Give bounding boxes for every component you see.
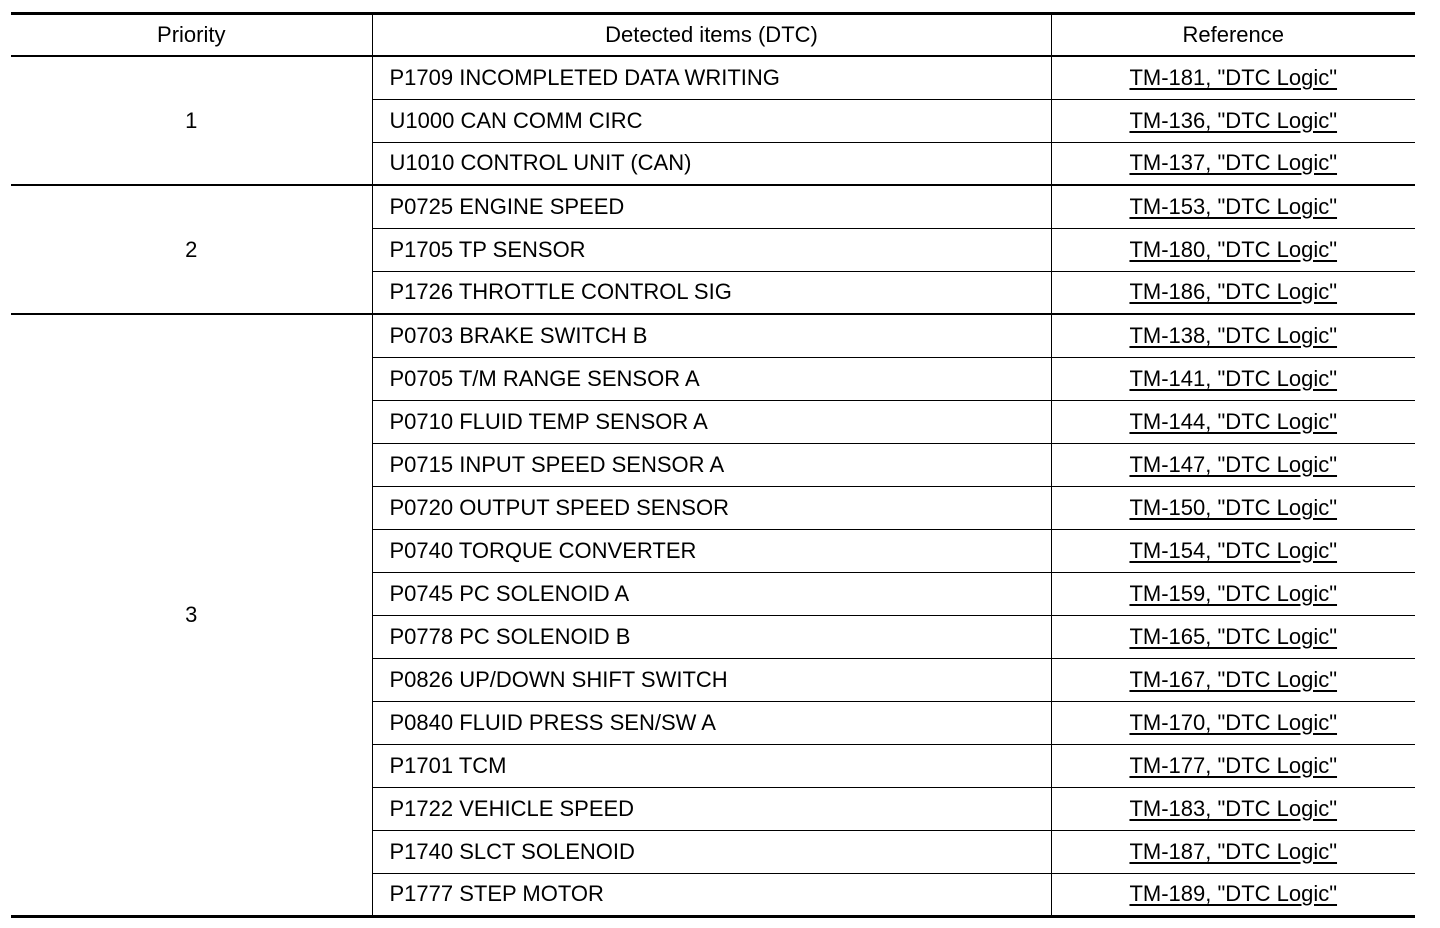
reference-cell [1051,486,1415,529]
dtc-priority-table [11,12,1415,918]
reference-link[interactable]: TM-150, "DTC Logic" [1129,494,1338,520]
dtc-item-cell: P1701 TCM [372,744,1051,787]
reference-cell [1051,142,1415,185]
table-header-row [11,14,1415,57]
reference-link[interactable]: TM-167, "DTC Logic" [1129,666,1338,692]
table-row [11,185,1415,228]
reference-cell [1051,529,1415,572]
priority-header: Priority [11,14,372,57]
dtc-item-cell: P0705 T/M RANGE SENSOR A [372,357,1051,400]
dtc-item-cell: P0778 PC SOLENOID B [372,615,1051,658]
reference-link[interactable]: TM-159, "DTC Logic" [1129,580,1338,606]
dtc-item-cell: P0740 TORQUE CONVERTER [372,529,1051,572]
reference-link[interactable]: TM-189, "DTC Logic" [1129,881,1338,906]
dtc-item-cell: P0720 OUTPUT SPEED SENSOR [372,486,1051,529]
dtc-item-cell: P0826 UP/DOWN SHIFT SWITCH [372,658,1051,701]
dtc-item-cell: P0725 ENGINE SPEED [372,185,1051,228]
reference-link[interactable]: TM-137, "DTC Logic" [1129,150,1338,176]
reference-cell [1051,400,1415,443]
dtc-item-cell: P0745 PC SOLENOID A [372,572,1051,615]
priority-cell: 3 [11,314,372,916]
reference-link[interactable]: TM-183, "DTC Logic" [1129,795,1338,821]
reference-cell [1051,314,1415,357]
reference-cell [1051,185,1415,228]
table-row [11,314,1415,357]
dtc-item-cell: P0710 FLUID TEMP SENSOR A [372,400,1051,443]
reference-link[interactable]: TM-181, "DTC Logic" [1129,64,1338,90]
reference-cell [1051,56,1415,99]
dtc-item-cell: U1010 CONTROL UNIT (CAN) [372,142,1051,185]
reference-cell [1051,873,1415,916]
dtc-item-cell: U1000 CAN COMM CIRC [372,99,1051,142]
reference-cell [1051,99,1415,142]
reference-cell [1051,744,1415,787]
reference-link[interactable]: TM-144, "DTC Logic" [1129,408,1338,434]
dtc-item-cell: P0703 BRAKE SWITCH B [372,314,1051,357]
reference-cell [1051,701,1415,744]
dtc-item-cell: P1709 INCOMPLETED DATA WRITING [389,64,780,90]
priority-cell: 2 [11,185,372,314]
dtc-item-cell: P1722 VEHICLE SPEED [372,787,1051,830]
reference-link[interactable]: TM-170, "DTC Logic" [1129,709,1338,735]
reference-link[interactable]: TM-154, "DTC Logic" [1129,537,1338,563]
table-body [11,56,1415,916]
reference-link[interactable]: TM-165, "DTC Logic" [1129,623,1338,649]
reference-cell [1051,615,1415,658]
reference-link[interactable]: TM-136, "DTC Logic" [1129,107,1338,133]
dtc-item-cell: P1777 STEP MOTOR [372,873,1051,916]
reference-link[interactable]: TM-186, "DTC Logic" [1129,279,1338,305]
reference-header: Reference [1051,14,1415,57]
dtc-item-cell: P0840 FLUID PRESS SEN/SW A [372,701,1051,744]
dtc-item-cell: P1705 TP SENSOR [372,228,1051,271]
detected-items-header: Detected items (DTC) [372,14,1051,57]
reference-link[interactable]: TM-141, "DTC Logic" [1129,365,1338,391]
reference-cell [1051,658,1415,701]
reference-cell [1051,271,1415,314]
reference-cell [1051,787,1415,830]
reference-cell [1051,228,1415,271]
reference-link[interactable]: TM-177, "DTC Logic" [1129,752,1338,778]
reference-cell [1051,357,1415,400]
priority-cell: 1 [11,56,372,185]
reference-link[interactable]: TM-180, "DTC Logic" [1129,236,1338,262]
reference-cell [1051,572,1415,615]
dtc-item-cell: P0715 INPUT SPEED SENSOR A [372,443,1051,486]
dtc-item-cell: P1740 SLCT SOLENOID [372,830,1051,873]
dtc-item-cell: P1726 THROTTLE CONTROL SIG [372,271,1051,314]
reference-link[interactable]: TM-153, "DTC Logic" [1129,193,1338,219]
reference-link[interactable]: TM-138, "DTC Logic" [1129,322,1338,348]
reference-cell [1051,443,1415,486]
reference-link[interactable]: TM-187, "DTC Logic" [1129,838,1338,864]
reference-link[interactable]: TM-147, "DTC Logic" [1129,451,1338,477]
reference-cell [1051,830,1415,873]
table-row [11,56,1415,99]
